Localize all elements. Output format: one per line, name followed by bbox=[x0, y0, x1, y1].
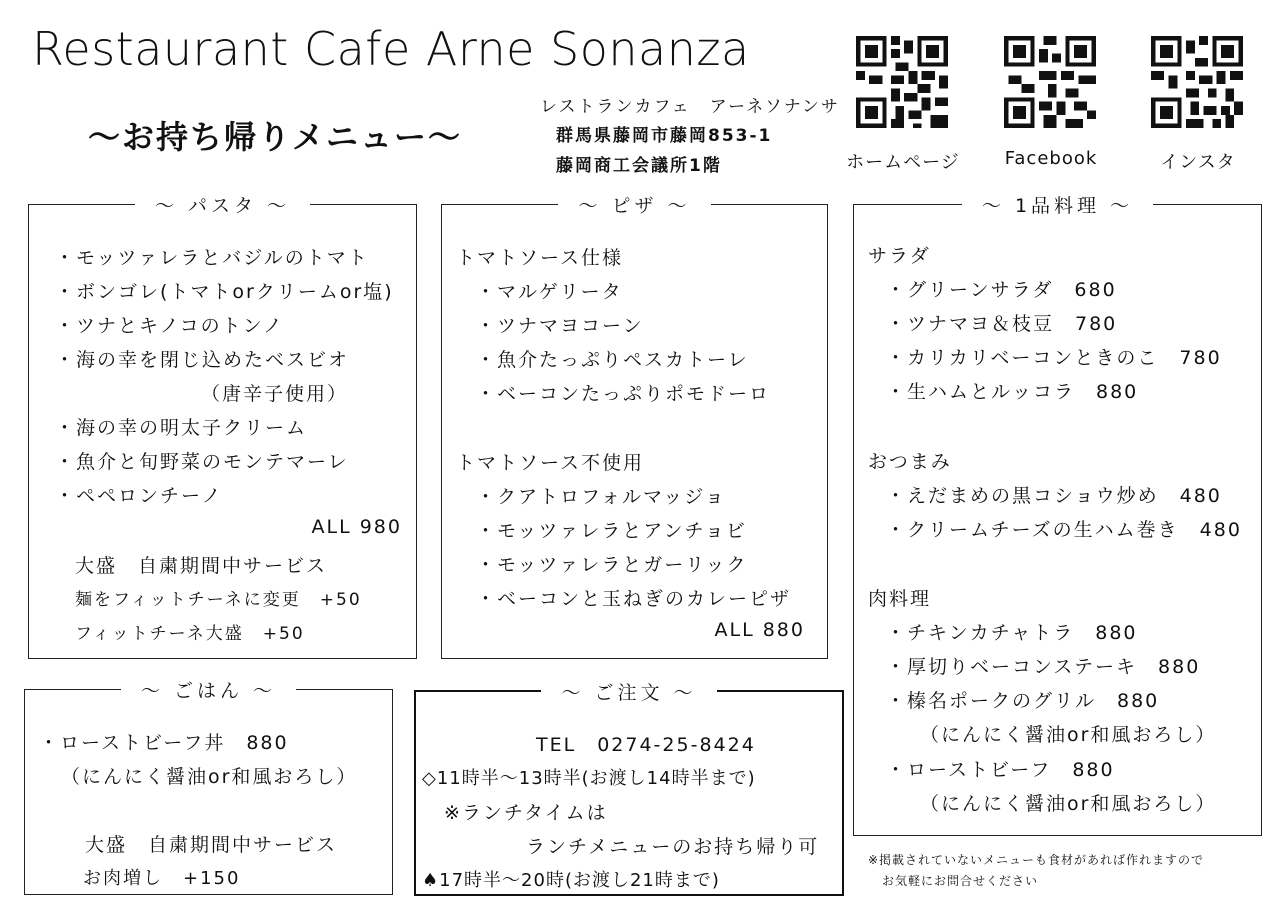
list-item: ・モッツァレラとガーリック bbox=[476, 554, 748, 576]
list-item: ・クアトロフォルマッジョ bbox=[476, 486, 726, 508]
qr-code-icon bbox=[1151, 36, 1243, 128]
list-item: ・モッツァレラとアンチョビ bbox=[476, 520, 747, 542]
list-item: ・えだまめの黒コショウ炒め 480 bbox=[886, 485, 1222, 507]
pizza-price: ALL 880 bbox=[714, 619, 805, 641]
pizza-subsection-title: トマトソース不使用 bbox=[456, 452, 645, 474]
qr-facebook[interactable] bbox=[1004, 36, 1096, 132]
order-note: ※ランチタイムは bbox=[444, 802, 608, 824]
list-item: ・ボンゴレ(トマトorクリームor塩) bbox=[55, 281, 394, 303]
pasta-title: ～ パスタ ～ bbox=[135, 195, 310, 217]
list-item-note: （唐辛子使用） bbox=[201, 383, 349, 405]
dishes-title: ～ 1品料理 ～ bbox=[962, 195, 1153, 217]
list-item: ・ローストビーフ丼 880 bbox=[39, 732, 289, 754]
list-item: ・ツナマヨ＆枝豆 780 bbox=[886, 313, 1118, 335]
list-item: ・グリーンサラダ 680 bbox=[886, 279, 1117, 301]
qr-code-icon bbox=[856, 36, 948, 128]
order-note: ランチメニューのお持ち帰り可 bbox=[526, 836, 820, 858]
qr-homepage[interactable] bbox=[856, 36, 948, 132]
pizza-section bbox=[441, 195, 828, 659]
qr-instagram-label: インスタ bbox=[1160, 152, 1236, 173]
qr-code-icon bbox=[1004, 36, 1096, 128]
list-item: ・生ハムとルッコラ 880 bbox=[886, 381, 1139, 403]
order-hours-dinner: ♠17時半～20時(お渡し21時まで) bbox=[422, 870, 720, 891]
order-tel[interactable]: TEL 0274-25-8424 bbox=[536, 734, 756, 756]
list-item: ・ベーコンたっぷりポモドーロ bbox=[476, 383, 771, 405]
list-item: ・魚介たっぷりペスカトーレ bbox=[476, 349, 749, 371]
restaurant-title: Restaurant Cafe Arne Sonanza bbox=[32, 22, 750, 76]
footnote: ※掲載されていないメニューも食材があれば作れますので bbox=[868, 853, 1205, 867]
pasta-extra: 麺をフィットチーネに変更 +50 bbox=[75, 590, 362, 610]
list-item: ・モッツァレラとバジルのトマト bbox=[55, 247, 369, 269]
list-item: ・チキンカチャトラ 880 bbox=[886, 622, 1138, 644]
pasta-extra: 大盛 自粛期間中サービス bbox=[75, 555, 328, 577]
rice-extra: お肉増し +150 bbox=[83, 868, 241, 889]
menu-subtitle: ～お持ち帰りメニュー～ bbox=[88, 118, 463, 156]
qr-instagram[interactable] bbox=[1151, 36, 1243, 132]
snack-title: おつまみ bbox=[868, 451, 952, 473]
dishes-section bbox=[853, 195, 1262, 836]
order-hours-lunch: ◇11時半～13時半(お渡し14時半まで) bbox=[422, 768, 756, 789]
pasta-price: ALL 980 bbox=[311, 516, 402, 538]
list-item-note: （にんにく醤油or和風おろし） bbox=[920, 724, 1217, 746]
list-item: ・ベーコンと玉ねぎのカレーピザ bbox=[476, 588, 792, 610]
list-item-note: （にんにく醤油or和風おろし） bbox=[61, 766, 358, 788]
restaurant-name-kana: レストランカフェ アーネソナンサ bbox=[540, 97, 840, 117]
rice-section bbox=[24, 680, 393, 895]
order-section bbox=[414, 682, 844, 896]
list-item: ・ツナマヨコーン bbox=[476, 315, 644, 337]
list-item: ・ペペロンチーノ bbox=[55, 485, 223, 507]
rice-extra: 大盛 自粛期間中サービス bbox=[85, 834, 338, 856]
list-item: ・マルゲリータ bbox=[476, 281, 623, 303]
address: 群馬県藤岡市藤岡853-1 bbox=[556, 126, 773, 146]
meat-title: 肉料理 bbox=[868, 588, 932, 610]
rice-title: ～ ごはん ～ bbox=[121, 680, 296, 702]
pizza-title: ～ ピザ ～ bbox=[558, 195, 710, 217]
list-item: ・榛名ポークのグリル 880 bbox=[886, 690, 1160, 712]
list-item: ・海の幸の明太子クリーム bbox=[55, 417, 308, 439]
list-item: ・ローストビーフ 880 bbox=[886, 759, 1115, 781]
pizza-subsection-title: トマトソース仕様 bbox=[456, 247, 624, 269]
address-floor: 藤岡商工会議所1階 bbox=[556, 156, 722, 176]
pasta-section bbox=[28, 195, 417, 659]
list-item: ・海の幸を閉じ込めたベスビオ bbox=[55, 349, 350, 371]
salad-title: サラダ bbox=[868, 245, 931, 267]
list-item: ・ツナとキノコのトンノ bbox=[55, 315, 284, 337]
pasta-extra: フィットチーネ大盛 +50 bbox=[75, 624, 305, 644]
list-item-note: （にんにく醤油or和風おろし） bbox=[920, 793, 1217, 815]
list-item: ・厚切りベーコンステーキ 880 bbox=[886, 656, 1201, 678]
order-title: ～ ご注文 ～ bbox=[541, 682, 716, 704]
footnote: お気軽にお問合せください bbox=[882, 874, 1039, 888]
qr-homepage-label: ホームページ bbox=[846, 152, 960, 173]
list-item: ・カリカリベーコンときのこ 780 bbox=[886, 347, 1222, 369]
list-item: ・クリームチーズの生ハム巻き 480 bbox=[886, 519, 1242, 541]
qr-facebook-label: Facebook bbox=[1004, 148, 1098, 169]
list-item: ・魚介と旬野菜のモンテマーレ bbox=[55, 451, 349, 473]
